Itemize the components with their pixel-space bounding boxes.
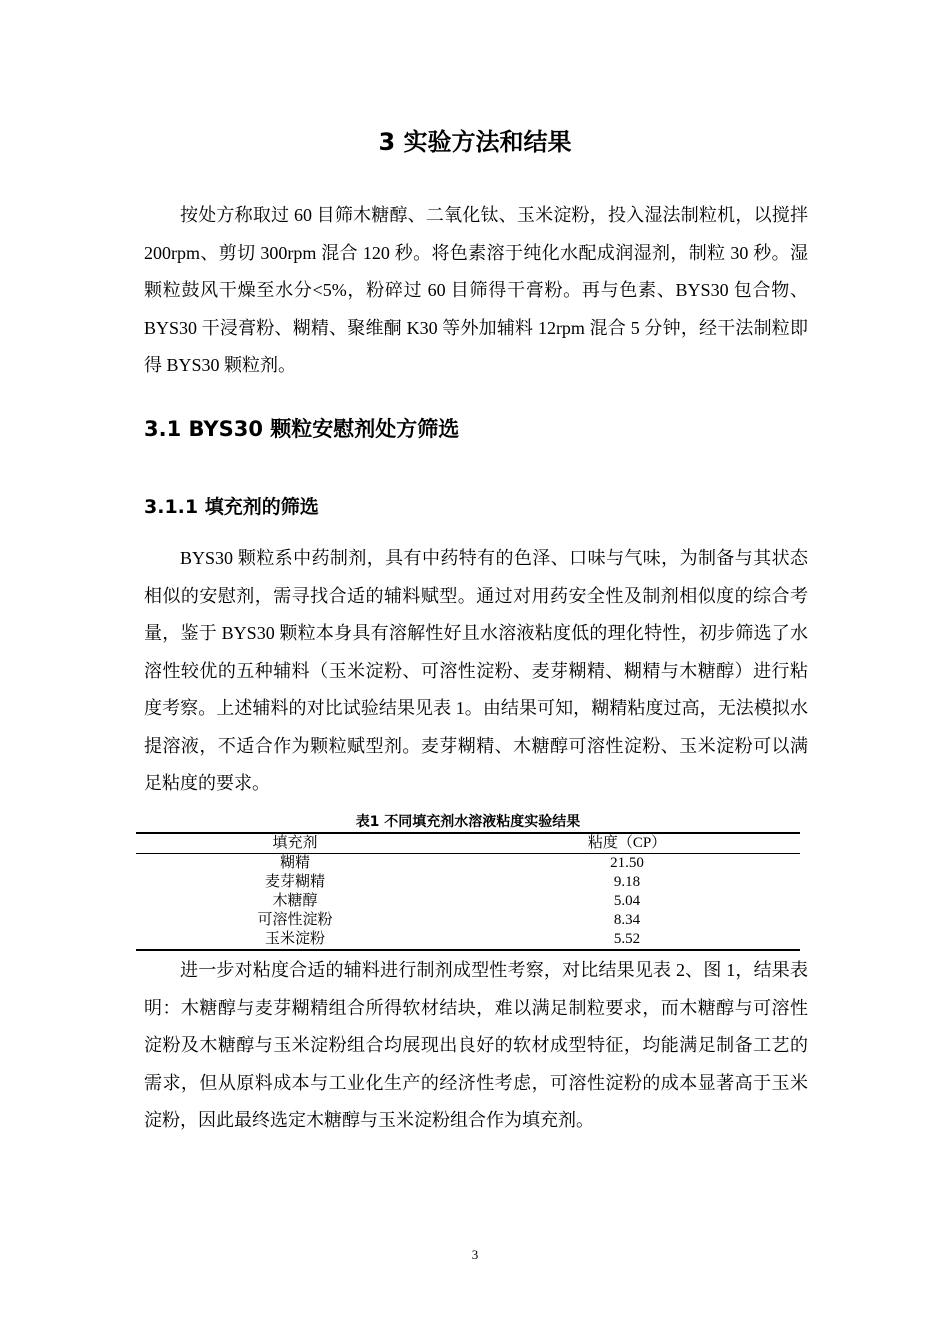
page-number: 3 (471, 1247, 479, 1262)
chapter-title: 3 实验方法和结果 (378, 128, 572, 156)
table-cell-filler: 麦芽糊精 (264, 874, 325, 890)
table-row (136, 911, 800, 930)
table-caption: 表1 不同填充剂水溶液粘度实验结果 (355, 814, 581, 830)
subsection-title: 3.1.1 填充剂的筛选 (144, 496, 319, 518)
table-cell-filler: 糊精 (279, 855, 310, 871)
body-paragraph: BYS30 颗粒系中药制剂，具有中药特有的色泽、口味与气味，为制备与其状态相似的安慰剂，需寻找合适的辅料赋型。通过对用药安全性及制剂相似度的综合考量，鉴于 BYS30 颗粒本身具有溶解性好且水溶液粘度低的理化特性，初步筛选了水溶性较优的五种辅料（玉米淀粉、可溶性淀粉、麦芽糊精、糊精与木糖醇）进行粘度考察。上述辅料的对比试验结果见表 1。由结果可知，糊精粘度过高，无法模拟水提溶液，不适合作为颗粒赋型剂。麦芽糊精、木糖醇可溶性淀粉、玉米淀粉可以满足粘度的要求。 (144, 548, 808, 793)
table-cell-filler: 木糖醇 (272, 893, 318, 909)
table-header-row (136, 833, 800, 854)
table-header-filler: 填充剂 (136, 833, 454, 854)
table-row (136, 854, 800, 874)
final-paragraph: 进一步对粘度合适的辅料进行制剂成型性考察，对比结果见表 2、图 1，结果表明：木糖醇与麦芽糊精组合所得软材结块，难以满足制粒要求，而木糖醇与可溶性淀粉及木糖醇与玉米淀粉组合均展现出良好的软材成型特征，均能满足制备工艺的需求，但从原料成本与工业化生产的经济性考虑，可溶性淀粉的成本显著高于玉米淀粉，因此最终选定木糖醇与玉米淀粉组合作为填充剂。 (144, 960, 808, 1130)
table-cell-viscosity: 21.50 (610, 855, 644, 871)
table-cell-filler: 玉米淀粉 (264, 931, 325, 947)
section-title: 3.1 BYS30 颗粒安慰剂处方筛选 (144, 417, 460, 441)
table-header-viscosity: 粘度（CP） (454, 833, 800, 854)
intro-paragraph: 按处方称取过 60 目筛木糖醇、二氧化钛、玉米淀粉，投入湿法制粒机，以搅拌 200rpm、剪切 300rpm 混合 120 秒。将色素溶于纯化水配成润湿剂，制粒 30 秒。湿颗粒鼓风干燥至水分<5%，粉碎过 60 目筛得干膏粉。再与色素、BYS30 包合物、BYS30 干浸膏粉、糊精、聚维酮 K30 等外加辅料 12rpm 混合 5 分钟，经干法制粒即得 BYS30 颗粒剂。 (144, 205, 808, 375)
table-cell-viscosity: 5.52 (613, 931, 641, 947)
table-cell-viscosity: 5.04 (613, 893, 641, 909)
table-row (136, 892, 800, 911)
table-cell-viscosity: 8.34 (613, 912, 641, 928)
viscosity-table (136, 832, 800, 951)
table-cell-viscosity: 9.18 (613, 874, 641, 890)
table-cell-filler: 可溶性淀粉 (257, 912, 333, 928)
table-row (136, 873, 800, 892)
table-row (136, 930, 800, 950)
